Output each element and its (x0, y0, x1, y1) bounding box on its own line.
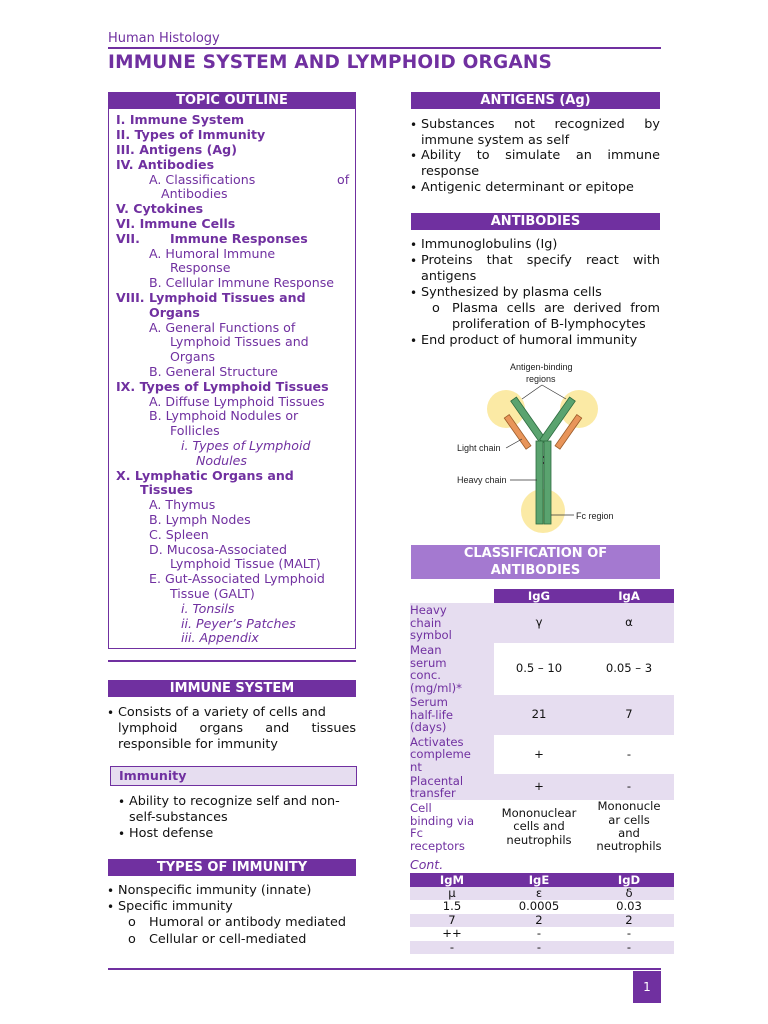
immune-system-text: Consists of a variety of cells and (118, 705, 326, 720)
bullet-icon: • (410, 118, 418, 132)
immunity-subheading: Immunity (110, 766, 357, 786)
table-cell: - (449, 939, 455, 954)
table-header: IgM (410, 873, 494, 887)
outline-item[interactable]: X. Lymphatic Organs and (116, 468, 294, 483)
row-label: Placental transfer (410, 774, 494, 800)
table-cell: Mononuclear cells and neutrophils (501, 805, 577, 847)
bullet-icon: • (410, 334, 418, 348)
figure-label: Fc region (576, 511, 614, 521)
outline-item[interactable]: B. Lymphoid Nodules or (149, 408, 299, 423)
heavy-chain (544, 441, 551, 524)
outline-item[interactable]: A. Thymus (149, 497, 216, 512)
outline-item[interactable]: VIII. Lymphoid Tissues and (116, 290, 306, 305)
bullet-icon: • (107, 884, 115, 898)
table-cell: 0.5 – 10 (515, 661, 563, 676)
outline-item[interactable]: IV. Antibodies (116, 157, 215, 172)
outline-item-cont: Lymphoid Tissues and (170, 334, 309, 349)
continued-label: Cont. (410, 857, 444, 872)
outline-item[interactable]: i. Tonsils (181, 601, 235, 616)
row-label: Mean serum conc. (mg/ml)* (410, 643, 494, 695)
topic-outline-box (108, 109, 356, 649)
outline-item[interactable]: III. Antigens (Ag) (116, 142, 237, 157)
immune-system-heading: IMMUNE SYSTEM (108, 680, 356, 697)
figure-label: Light chain (457, 443, 501, 453)
table-cell: - (626, 926, 632, 941)
bullet-icon: • (107, 900, 115, 914)
antibodies-text: End product of humoral immunity (421, 333, 638, 348)
table-header: IgE (494, 873, 584, 887)
outline-item[interactable]: B. Cellular Immune Response (149, 275, 335, 290)
outline-item-cont: Response (170, 260, 231, 275)
antibodies-text: proliferation of B-lymphocytes (452, 317, 646, 332)
table-header: IgA (584, 589, 674, 603)
immunity-text: Host defense (129, 826, 214, 841)
antigens-text: immune system as self (421, 133, 570, 148)
table-cell: - (626, 939, 632, 954)
table-cell: γ (535, 615, 543, 630)
bullet-icon: • (410, 286, 418, 300)
table-cell: 7 (625, 707, 633, 722)
header-rule (108, 47, 661, 49)
antibodies-text: Plasma cells are derived from (452, 301, 660, 316)
types-text: Humoral or antibody mediated (149, 915, 347, 930)
outline-item[interactable]: i. Types of Lymphoid (181, 438, 311, 453)
table-cell: μ (448, 886, 456, 900)
outline-item[interactable]: I. Immune System (116, 112, 245, 127)
topic-outline-heading: TOPIC OUTLINE (108, 92, 356, 109)
outline-item[interactable]: VI. Immune Cells (116, 216, 236, 231)
outline-item[interactable]: B. General Structure (149, 364, 278, 379)
sub-bullet-marker: o (432, 301, 440, 316)
outline-item[interactable]: E. Gut-Associated Lymphoid (149, 571, 325, 586)
row-label: Cell binding via Fc receptors (410, 800, 494, 854)
figure-label: regions (526, 374, 556, 384)
classification-heading-line: ANTIBODIES (490, 563, 581, 578)
immune-system-text: lymphoid organs and tissues (118, 721, 356, 736)
outline-item[interactable]: B. Lymph Nodes (149, 512, 251, 527)
outline-item-cont: Organs (170, 349, 216, 364)
immune-system-text: responsible for immunity (118, 737, 278, 752)
row-label: Serum half-life (days) (410, 695, 494, 735)
leader-line (542, 385, 566, 399)
types-text: Specific immunity (118, 899, 233, 914)
leader-line (506, 439, 522, 448)
table-cell: - (626, 746, 632, 761)
table-cell: - (536, 926, 542, 941)
outline-item-cont: Tissue (GALT) (170, 586, 255, 601)
classification-table-1 (410, 589, 674, 854)
table-cell: 1.5 (442, 899, 462, 914)
bullet-icon: • (410, 181, 418, 195)
outline-item[interactable]: iii. Appendix (181, 630, 259, 645)
outline-item[interactable]: A. Diffuse Lymphoid Tissues (149, 394, 325, 409)
sub-bullet-marker: o (128, 915, 136, 930)
table-cell: - (536, 939, 542, 954)
page-number: 1 (633, 971, 661, 1003)
outline-item-cont: Nodules (196, 453, 247, 468)
figure-label: Heavy chain (457, 475, 507, 485)
table-cell: 0.05 – 3 (605, 661, 653, 676)
outline-item-cont: of (337, 172, 350, 187)
outline-item[interactable]: Immune Responses (170, 231, 308, 246)
table-cell: δ (625, 886, 633, 900)
antigens-text: Substances not recognized by (421, 117, 660, 132)
classification-heading (411, 545, 660, 579)
antigens-text: Ability to simulate an immune (421, 148, 660, 163)
footer-rule (108, 968, 661, 970)
bullet-icon: • (410, 149, 418, 163)
page-title: IMMUNE SYSTEM AND LYMPHOID ORGANS (108, 52, 553, 73)
outline-item-cont: Lymphoid Tissue (MALT) (170, 556, 321, 571)
types-text: Cellular or cell-mediated (149, 932, 307, 947)
bullet-icon: • (410, 254, 418, 268)
bullet-icon: • (118, 795, 126, 809)
leader-line (522, 385, 542, 399)
antigens-heading: ANTIGENS (Ag) (411, 92, 660, 109)
outline-item-cont: Tissues (140, 482, 193, 497)
antibodies-heading: ANTIBODIES (411, 213, 660, 230)
table-cell: + (534, 746, 544, 761)
outline-item[interactable]: D. Mucosa-Associated (149, 542, 287, 557)
outline-item[interactable]: A. General Functions of (149, 320, 296, 335)
types-text: Nonspecific immunity (innate) (118, 883, 312, 898)
antigens-text: response (421, 164, 480, 179)
figure-label: Antigen-binding (510, 362, 573, 372)
antibody-diagram (450, 357, 640, 537)
table-cell: 0.03 (616, 899, 642, 914)
table-cell: 21 (531, 707, 547, 722)
row-label: Heavy chain symbol (410, 603, 494, 643)
bullet-icon: • (118, 827, 126, 841)
table-header: IgG (494, 589, 584, 603)
row-label: Activates compleme nt (410, 735, 494, 774)
table-cell: 0.0005 (518, 899, 560, 914)
outline-item[interactable]: IX. Types of Lymphoid Tissues (116, 379, 329, 394)
outline-item-cont: Follicles (170, 423, 220, 438)
table-cell: Mononucle ar cells and neutrophils (596, 799, 662, 854)
antibodies-text: Immunoglobulins (Ig) (421, 237, 558, 252)
outline-item[interactable]: ii. Peyer’s Patches (181, 616, 296, 631)
table-cell: 2 (625, 912, 633, 927)
table-cell: 7 (448, 912, 456, 927)
outline-numeral: VII. (116, 231, 140, 246)
immunity-text: self-substances (129, 810, 228, 825)
bullet-icon: • (410, 238, 418, 252)
table-cell: ε (535, 886, 543, 900)
table-cell: + (534, 779, 544, 794)
sub-bullet-marker: o (128, 932, 136, 947)
bullet-icon: • (107, 706, 115, 720)
outline-item-cont: Organs (149, 305, 200, 320)
table-header-blank (410, 589, 494, 603)
table-cell: α (625, 615, 633, 630)
outline-bottom-rule (108, 660, 356, 662)
table-cell: 2 (535, 912, 543, 927)
antibodies-text: Proteins that specify react with (421, 253, 660, 268)
outline-item[interactable]: II. Types of Immunity (116, 127, 266, 142)
outline-item[interactable]: A. Classifications (149, 172, 256, 187)
antibodies-text: Synthesized by plasma cells (421, 285, 602, 300)
table-header: IgD (584, 873, 674, 887)
subject-label: Human Histology (108, 31, 220, 46)
heavy-chain (536, 441, 543, 524)
outline-item[interactable]: A. Humoral Immune (149, 246, 276, 261)
types-of-immunity-heading: TYPES OF IMMUNITY (108, 859, 356, 876)
outline-item[interactable]: V. Cytokines (116, 201, 204, 216)
outline-item[interactable]: C. Spleen (149, 527, 209, 542)
table-cell: - (626, 779, 632, 794)
immunity-text: Ability to recognize self and non- (129, 794, 340, 809)
classification-heading-line: CLASSIFICATION OF (463, 546, 608, 561)
classification-table-2 (410, 873, 674, 954)
antibodies-text: antigens (421, 269, 477, 284)
outline-item-cont: Antibodies (161, 186, 228, 201)
table-cell: ++ (442, 926, 462, 941)
antigens-text: Antigenic determinant or epitope (421, 180, 634, 195)
